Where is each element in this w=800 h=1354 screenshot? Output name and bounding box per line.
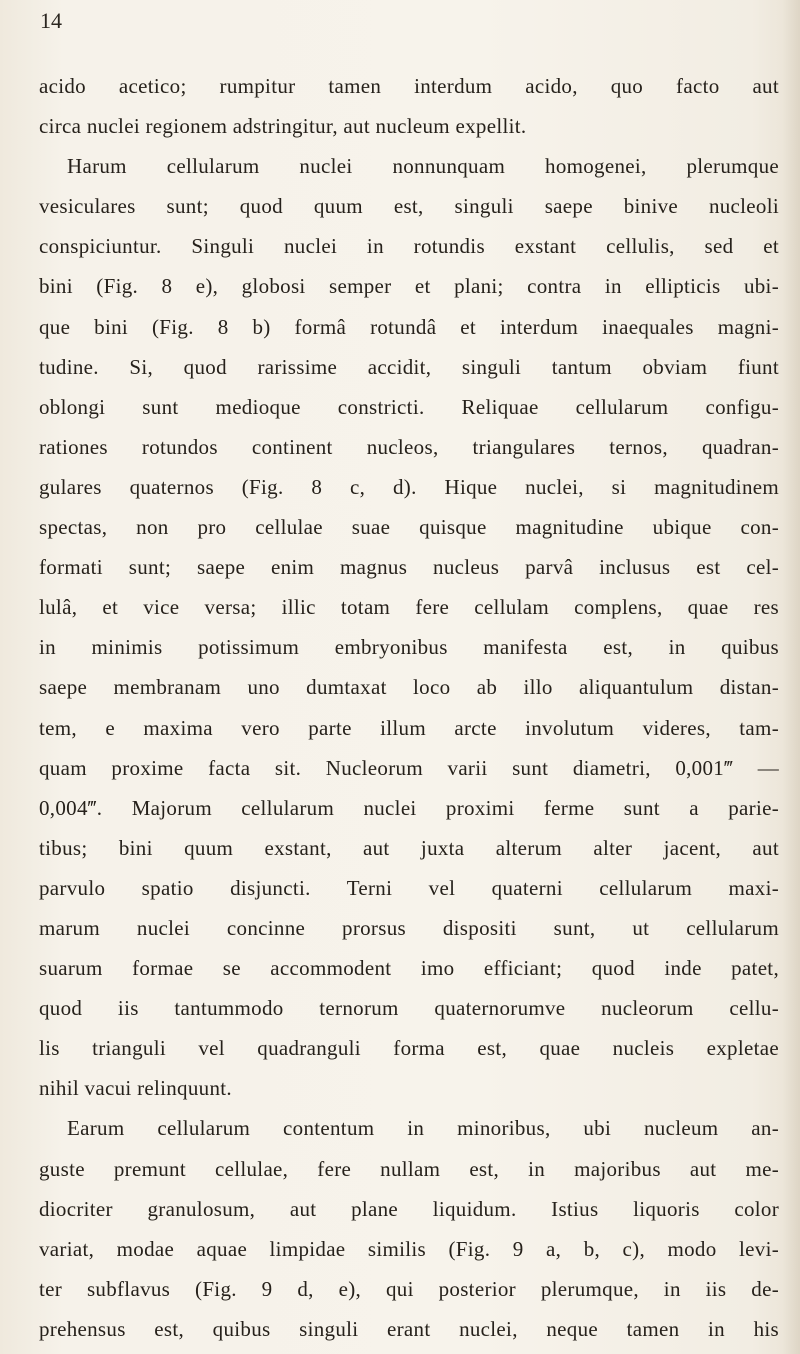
text-line: bini (Fig. 8 e), globosi semper et plani; contra in ellipticis ubi- [39, 274, 779, 299]
text-line: acido acetico; rumpitur tamen interdum acido, quo facto aut [39, 74, 779, 98]
text-line: formati sunt; saepe enim magnus nucleus parvâ inclusus est cel- [39, 555, 779, 580]
text-line: oblongi sunt medioque constricti. Reliquae cellularum configu- [39, 394, 779, 419]
text-line: in minimis potissimum embryonibus manifesta est, in quibus [39, 635, 779, 660]
text-line: lis trianguli vel quadranguli forma est, quae nucleis expletae [39, 1036, 779, 1061]
text-line: circa nuclei regionem adstringitur, aut nucleum expellit. [39, 114, 527, 139]
text-line: gulares quaternos (Fig. 8 c, d). Hique nuclei, si magnitudinem [39, 474, 779, 499]
page-number: 14 [40, 8, 62, 33]
text-line: 0,004‴. Majorum cellularum nuclei proximi ferme sunt a parie- [39, 795, 779, 820]
text-line: quam proxime facta sit. Nucleorum varii sunt diametri, 0,001‴ — [39, 755, 779, 780]
text-line: saepe membranam uno dumtaxat loco ab illo aliquantulum distan- [39, 675, 779, 700]
text-line: suarum formae se accommodent imo efficiant; quod inde patet, [39, 956, 779, 981]
text-line: rationes rotundos continent nucleos, triangulares ternos, quadran- [39, 434, 779, 459]
text-line: conspiciuntur. Singuli nuclei in rotundis exstant cellulis, sed et [39, 234, 779, 259]
text-line: parvulo spatio disjuncti. Terni vel quaterni cellularum maxi- [39, 875, 779, 900]
text-line: Harum cellularum nuclei nonnunquam homogenei, plerumque [67, 154, 779, 179]
text-line: marum nuclei concinne prorsus dispositi sunt, ut cellularum [39, 915, 779, 940]
text-line: diocriter granulosum, aut plane liquidum. Istius liquoris color [39, 1196, 779, 1221]
text-line: vesiculares sunt; quod quum est, singuli saepe binive nucleoli [39, 194, 779, 219]
text-line: prehensus est, quibus singuli erant nuclei, neque tamen in his [39, 1316, 779, 1341]
text-line: tibus; bini quum exstant, aut juxta alterum alter jacent, aut [39, 835, 779, 860]
text-line: ter subflavus (Fig. 9 d, e), qui posterior plerumque, in iis de- [39, 1276, 779, 1301]
text-line: tudine. Si, quod rarissime accidit, singuli tantum obviam fiunt [39, 354, 779, 379]
text-line: tem, e maxima vero parte illum arcte involutum videres, tam- [39, 715, 779, 740]
text-line: Earum cellularum contentum in minoribus, ubi nucleum an- [67, 1116, 779, 1141]
page-edge-shadow [782, 0, 800, 1354]
text-line: nihil vacui relinquunt. [39, 1076, 232, 1101]
text-line: lulâ, et vice versa; illic totam fere cellulam complens, quae res [39, 595, 779, 620]
text-line: variat, modae aquae limpidae similis (Fig. 9 a, b, c), modo levi- [39, 1236, 779, 1261]
text-line: quod iis tantummodo ternorum quaternorumve nucleorum cellu- [39, 996, 779, 1021]
body-text [39, 66, 779, 1349]
text-line: que bini (Fig. 8 b) formâ rotundâ et interdum inaequales magni- [39, 314, 779, 339]
text-line: spectas, non pro cellulae suae quisque magnitudine ubique con- [39, 515, 779, 540]
text-line: guste premunt cellulae, fere nullam est, in majoribus aut me- [39, 1156, 779, 1181]
